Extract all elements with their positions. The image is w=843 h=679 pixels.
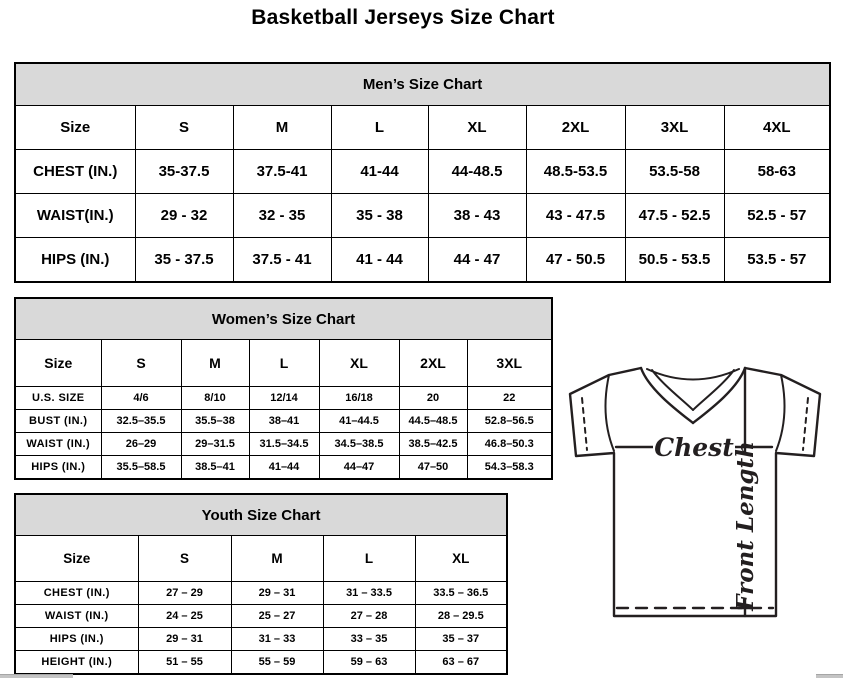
chest-label: Chest <box>654 433 734 462</box>
size-cell: 54.3–58.3 <box>467 456 552 480</box>
row-label: CHEST (IN.) <box>15 582 138 605</box>
row-label: HEIGHT (IN.) <box>15 651 138 675</box>
row-label: HIPS (IN.) <box>15 238 135 283</box>
row-label: BUST (IN.) <box>15 410 101 433</box>
table-title-row <box>15 298 552 340</box>
column-header: Size <box>15 536 138 582</box>
size-cell: 29–31.5 <box>181 433 249 456</box>
size-cell: 38–41 <box>249 410 319 433</box>
jersey-diagram-icon <box>557 358 835 620</box>
row-label: WAIST(IN.) <box>15 194 135 238</box>
size-cell: 41 - 44 <box>331 238 428 283</box>
table-header-row <box>15 106 830 150</box>
table-row <box>15 387 552 410</box>
size-cell: 43 - 47.5 <box>526 194 625 238</box>
table-row <box>15 605 507 628</box>
size-cell: 20 <box>399 387 467 410</box>
size-cell: 63 – 67 <box>415 651 507 675</box>
row-label: CHEST (IN.) <box>15 150 135 194</box>
horizontal-scrollbar-fragment-right[interactable] <box>816 674 843 678</box>
size-cell: 41–44.5 <box>319 410 399 433</box>
size-cell: 41–44 <box>249 456 319 480</box>
row-label: HIPS (IN.) <box>15 456 101 480</box>
column-header: S <box>135 106 233 150</box>
size-cell: 4/6 <box>101 387 181 410</box>
front-length-label: Front Length <box>732 441 759 611</box>
table-row <box>15 651 507 675</box>
size-cell: 48.5-53.5 <box>526 150 625 194</box>
size-cell: 53.5-58 <box>625 150 724 194</box>
size-cell: 27 – 29 <box>138 582 231 605</box>
size-cell: 44 - 47 <box>428 238 526 283</box>
size-cell: 16/18 <box>319 387 399 410</box>
table-title-row <box>15 494 507 536</box>
table-header-row <box>15 340 552 387</box>
size-cell: 29 – 31 <box>138 628 231 651</box>
column-header: M <box>233 106 331 150</box>
size-cell: 38 - 43 <box>428 194 526 238</box>
page-title: Basketball Jerseys Size Chart <box>251 6 555 29</box>
size-cell: 22 <box>467 387 552 410</box>
table-row <box>15 456 552 480</box>
row-label: WAIST (IN.) <box>15 433 101 456</box>
size-cell: 38.5–42.5 <box>399 433 467 456</box>
youth-size-table <box>14 493 508 675</box>
size-cell: 24 – 25 <box>138 605 231 628</box>
row-label: WAIST (IN.) <box>15 605 138 628</box>
size-cell: 44.5–48.5 <box>399 410 467 433</box>
size-cell: 28 – 29.5 <box>415 605 507 628</box>
size-cell: 27 – 28 <box>323 605 415 628</box>
mens-size-table <box>14 62 831 283</box>
womens-size-table <box>14 297 553 480</box>
column-header: Size <box>15 340 101 387</box>
column-header: M <box>231 536 323 582</box>
column-header: 4XL <box>724 106 830 150</box>
size-cell: 32 - 35 <box>233 194 331 238</box>
size-cell: 29 – 31 <box>231 582 323 605</box>
size-cell: 46.8–50.3 <box>467 433 552 456</box>
column-header: S <box>138 536 231 582</box>
size-cell: 25 – 27 <box>231 605 323 628</box>
jersey-outline-icon <box>570 368 820 616</box>
size-cell: 35 - 38 <box>331 194 428 238</box>
size-cell: 32.5–35.5 <box>101 410 181 433</box>
size-cell: 31 – 33.5 <box>323 582 415 605</box>
size-cell: 47–50 <box>399 456 467 480</box>
table-row <box>15 150 830 194</box>
table-row <box>15 410 552 433</box>
size-cell: 37.5 - 41 <box>233 238 331 283</box>
table-title-row <box>15 63 830 106</box>
size-cell: 35 - 37.5 <box>135 238 233 283</box>
size-cell: 31 – 33 <box>231 628 323 651</box>
size-cell: 58-63 <box>724 150 830 194</box>
size-cell: 33 – 35 <box>323 628 415 651</box>
column-header: L <box>249 340 319 387</box>
size-cell: 35-37.5 <box>135 150 233 194</box>
size-cell: 31.5–34.5 <box>249 433 319 456</box>
size-cell: 47.5 - 52.5 <box>625 194 724 238</box>
size-cell: 34.5–38.5 <box>319 433 399 456</box>
size-cell: 47 - 50.5 <box>526 238 625 283</box>
size-cell: 41-44 <box>331 150 428 194</box>
horizontal-scrollbar-fragment-left[interactable] <box>0 674 73 678</box>
left-cuff-dashed-line-icon <box>582 398 587 450</box>
size-cell: 37.5-41 <box>233 150 331 194</box>
size-cell: 50.5 - 53.5 <box>625 238 724 283</box>
table-row <box>15 628 507 651</box>
mens-table-title: Men’s Size Chart <box>15 63 830 106</box>
size-cell: 35.5–58.5 <box>101 456 181 480</box>
column-header: M <box>181 340 249 387</box>
womens-table-title: Women’s Size Chart <box>15 298 552 340</box>
row-label: U.S. SIZE <box>15 387 101 410</box>
table-row <box>15 238 830 283</box>
table-row <box>15 433 552 456</box>
column-header: L <box>331 106 428 150</box>
column-header: XL <box>415 536 507 582</box>
right-cuff-dashed-line-icon <box>803 398 808 450</box>
table-header-row <box>15 536 507 582</box>
size-cell: 52.8–56.5 <box>467 410 552 433</box>
size-cell: 35.5–38 <box>181 410 249 433</box>
column-header: S <box>101 340 181 387</box>
column-header: 2XL <box>526 106 625 150</box>
column-header: 3XL <box>467 340 552 387</box>
column-header: Size <box>15 106 135 150</box>
size-cell: 8/10 <box>181 387 249 410</box>
size-cell: 44–47 <box>319 456 399 480</box>
column-header: L <box>323 536 415 582</box>
column-header: 2XL <box>399 340 467 387</box>
column-header: 3XL <box>625 106 724 150</box>
size-cell: 38.5–41 <box>181 456 249 480</box>
youth-table-title: Youth Size Chart <box>15 494 507 536</box>
size-cell: 59 – 63 <box>323 651 415 675</box>
size-cell: 29 - 32 <box>135 194 233 238</box>
table-row <box>15 582 507 605</box>
size-cell: 51 – 55 <box>138 651 231 675</box>
size-cell: 26–29 <box>101 433 181 456</box>
size-cell: 52.5 - 57 <box>724 194 830 238</box>
size-cell: 33.5 – 36.5 <box>415 582 507 605</box>
size-cell: 55 – 59 <box>231 651 323 675</box>
column-header: XL <box>428 106 526 150</box>
size-cell: 53.5 - 57 <box>724 238 830 283</box>
jersey-measurement-diagram <box>557 358 835 620</box>
row-label: HIPS (IN.) <box>15 628 138 651</box>
column-header: XL <box>319 340 399 387</box>
size-cell: 44-48.5 <box>428 150 526 194</box>
jersey-collar-inner-icon <box>647 369 739 410</box>
size-cell: 12/14 <box>249 387 319 410</box>
size-cell: 35 – 37 <box>415 628 507 651</box>
table-row <box>15 194 830 238</box>
